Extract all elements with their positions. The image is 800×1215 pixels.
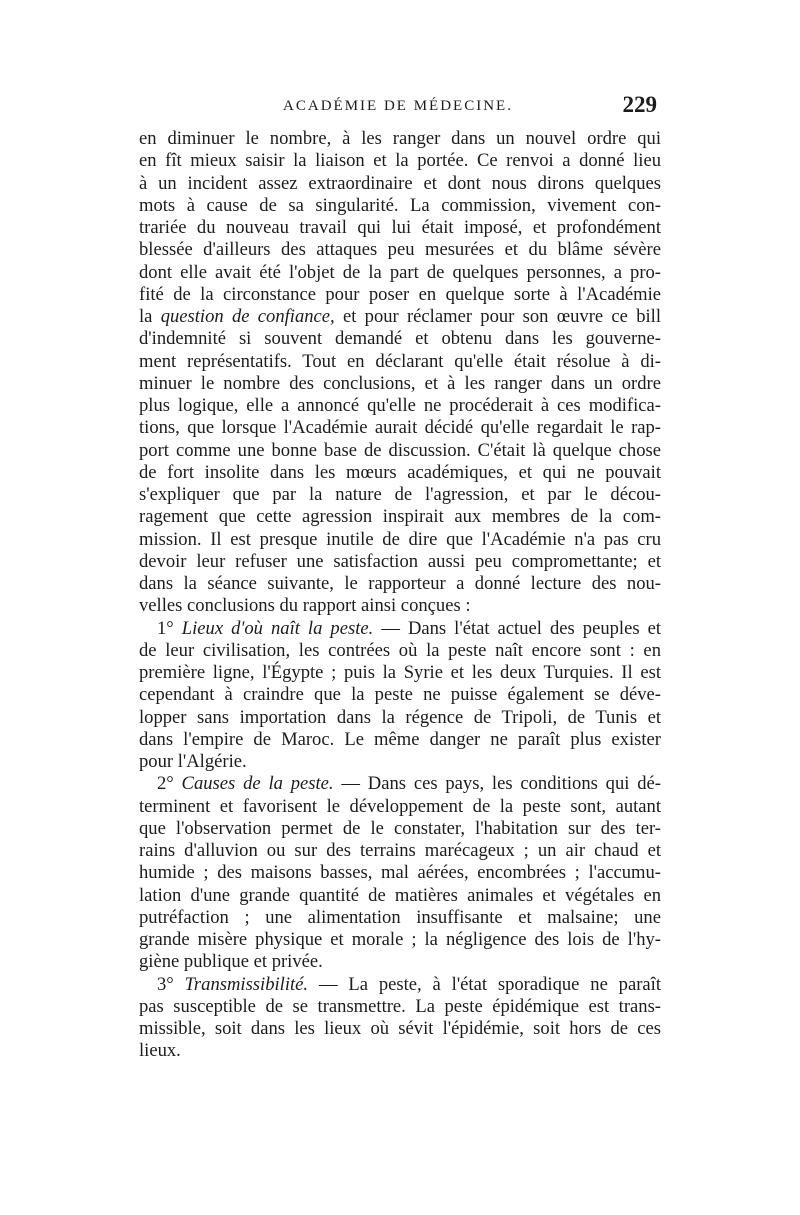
section-title: Causes de la peste. <box>181 773 334 795</box>
text-line: en diminuer le nombre, à les ranger dans un nouvel ordre qui <box>139 128 661 149</box>
text-line: tions, que lorsque l'Académie aurait décidé qu'elle regardait le rap- <box>139 417 661 439</box>
text-line: lopper sans importation dans la régence de Tripoli, de Tunis et <box>139 706 661 728</box>
text-line: terminent et favorisent le développement de la peste sont, autant <box>139 795 661 817</box>
text-line: minuer le nombre des conclusions, et à les ranger dans un ordre <box>139 372 661 394</box>
text-line: d'indemnité si souvent demandé et obtenu dans les gouverne- <box>139 328 661 350</box>
body-text <box>139 128 661 1063</box>
text-line: en fît mieux saisir la liaison et la portée. Ce renvoi a donné lieu <box>139 150 661 172</box>
text-line: mission. Il est presque inutile de dire que l'Académie n'a pas cru <box>139 528 661 550</box>
text-segment: Dans ces pays, les conditions qui dé- <box>367 773 661 795</box>
page-header <box>139 92 657 126</box>
em-dash: — <box>341 773 360 795</box>
italic-phrase: question de confiance, <box>160 306 335 327</box>
em-dash: — <box>381 617 400 639</box>
section-heading-line <box>139 773 661 795</box>
section-number: 1° <box>157 617 174 639</box>
em-dash: — <box>318 973 338 995</box>
text-line: fité de la circonstance pour poser en quelque sorte à l'Académie <box>139 283 661 305</box>
text-line: blessée d'ailleurs des attaques peu mesurées et du blâme sévère <box>139 239 661 261</box>
text-line: dans l'empire de Maroc. Le même danger ne paraît plus exister <box>139 728 661 750</box>
text-segment: La peste, à l'état sporadique ne paraît <box>348 973 662 995</box>
text-line: ragement que cette agression inspirait aux membres de la com- <box>139 506 661 528</box>
text-line: grande misère physique et morale ; la négligence des lois de l'hy- <box>139 929 661 950</box>
page-number: 229 <box>622 92 657 117</box>
text-line: plus logique, elle a annoncé qu'elle ne procéderait à ces modifica- <box>139 395 661 416</box>
text-line: première ligne, l'Égypte ; puis la Syrie et les deux Turquies. Il est <box>139 662 661 683</box>
running-title: ACADÉMIE DE MÉDECINE. <box>283 98 513 114</box>
section-heading-line <box>139 618 661 640</box>
section-title: Lieux d'où naît la peste. <box>181 617 374 639</box>
text-line: ment représentatifs. Tout en déclarant qu'elle était résolue à di- <box>139 350 661 372</box>
text-line: trariée du nouveau travail qui lui était imposé, et profondément <box>139 217 661 238</box>
text-line: lation d'une grande quantité de matières animales et végétales en <box>139 884 661 906</box>
text-segment: Dans l'état actuel des peuples et <box>407 617 662 639</box>
section-heading-line <box>139 974 661 996</box>
text-segment: et pour réclamer pour son œuvre ce bill <box>334 306 661 327</box>
text-line: pour l'Algérie. <box>139 751 247 772</box>
text-line: lieux. <box>139 1040 181 1062</box>
text-line: dans la séance suivante, le rapporteur a donné lecture des nou- <box>139 573 661 594</box>
section-number: 3° <box>157 973 174 995</box>
text-line: humide ; des maisons basses, mal aérées, encombrées ; l'accumu- <box>139 862 661 884</box>
text-line: port comme une bonne base de discussion. C'était là quelque chose <box>139 439 661 461</box>
text-segment: la <box>139 306 161 327</box>
text-line: de fort insolite dans les mœurs académiques, et qui ne pouvait <box>139 461 661 483</box>
text-line: putréfaction ; une alimentation insuffisante et malsaine; une <box>139 906 661 928</box>
text-line: mots à cause de sa singularité. La commission, vivement con- <box>139 194 661 216</box>
text-line: de leur civilisation, les contrées où la peste naît encore sont : en <box>139 639 661 661</box>
text-line: que l'observation permet de le constater, l'habitation sur des ter- <box>139 817 661 839</box>
text-line-mixed <box>139 306 661 328</box>
text-line: giène publique et privée. <box>139 951 323 973</box>
section-title: Transmissibilité. <box>184 973 309 995</box>
text-line: rains d'alluvion ou sur des terrains marécageux ; un air chaud et <box>139 840 661 861</box>
text-line: dont elle avait été l'objet de la part de quelques personnes, a pro- <box>139 261 661 283</box>
text-line: à un incident assez extraordinaire et dont nous dirons quelques <box>139 172 661 194</box>
text-line: missible, soit dans les lieux où sévit l'épidémie, soit hors de ces <box>139 1018 661 1039</box>
text-line: devoir leur refuser une satisfaction aussi peu compromettante; et <box>139 550 661 572</box>
text-line: s'expliquer que par la nature de l'agression, et par le décou- <box>139 484 661 505</box>
text-line: pas susceptible de se transmettre. La peste épidémique est trans- <box>139 995 661 1017</box>
section-number: 2° <box>157 773 174 795</box>
text-line: velles conclusions du rapport ainsi conçues : <box>139 595 471 617</box>
text-line: cependant à craindre que la peste ne puisse également se déve- <box>139 684 661 706</box>
